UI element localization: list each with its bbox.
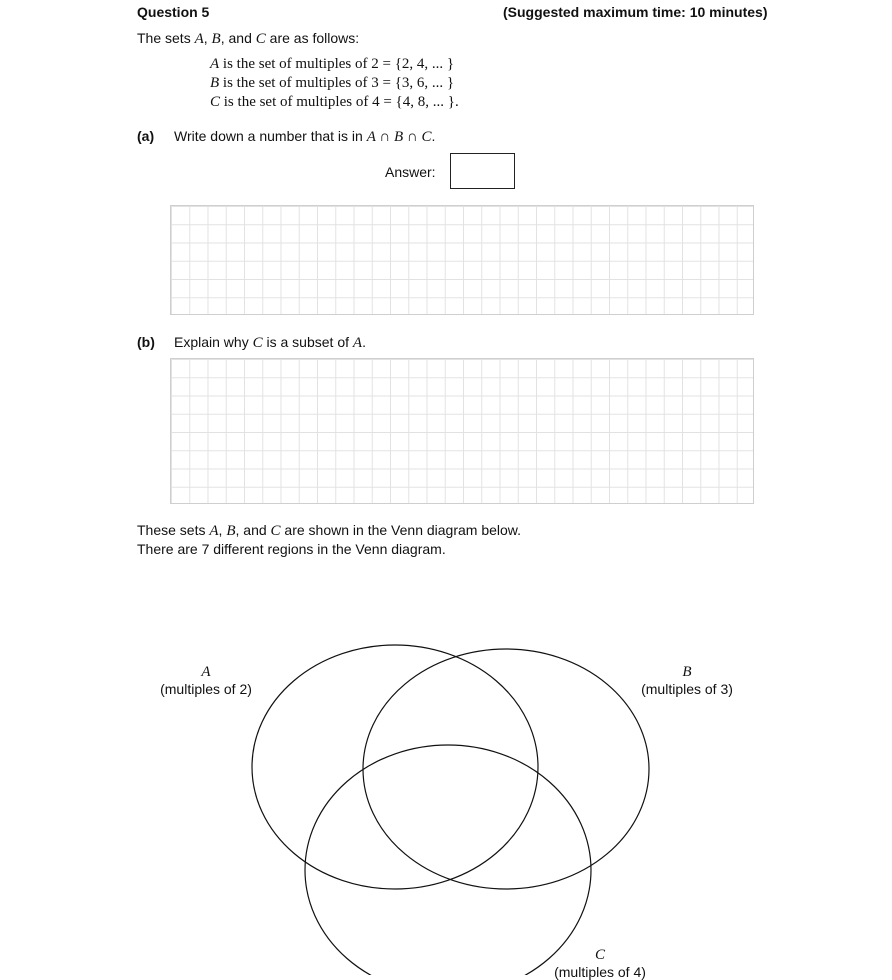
answer-label: Answer: bbox=[385, 164, 436, 180]
set-b-symbol: B bbox=[226, 523, 236, 539]
part-a-prefix: Write down a number that is in bbox=[174, 128, 367, 144]
set-definition-text: is the set of multiples of 2 = {2, 4, ... } bbox=[219, 56, 455, 72]
circle-b bbox=[363, 649, 649, 889]
set-c-symbol: C bbox=[252, 335, 263, 351]
intro-sep2: , and bbox=[220, 30, 256, 46]
question-number: Question 5 bbox=[137, 4, 210, 20]
venn-desc-b: (multiples of 3) bbox=[641, 681, 733, 697]
set-definition-letter: B bbox=[210, 75, 220, 91]
answer-box[interactable] bbox=[450, 153, 515, 189]
working-grid-b[interactable] bbox=[170, 358, 754, 504]
set-definition-text: is the set of multiples of 4 = {4, 8, ... }. bbox=[220, 94, 459, 110]
venn-intro-line1 bbox=[137, 522, 521, 540]
intro-prefix: The sets bbox=[137, 30, 195, 46]
venn-desc-c: (multiples of 4) bbox=[554, 964, 646, 980]
suggested-time: (Suggested maximum time: 10 minutes) bbox=[503, 4, 768, 20]
set-a-symbol: A bbox=[194, 31, 204, 47]
set-a-symbol: A bbox=[352, 335, 363, 351]
set-c-symbol: C bbox=[255, 31, 266, 47]
venn-letter-a: A bbox=[201, 664, 211, 680]
working-grid-a[interactable] bbox=[170, 205, 754, 315]
venn-intro-sep1: , bbox=[218, 522, 227, 538]
intro-sep1: , bbox=[203, 30, 212, 46]
venn-diagram bbox=[0, 600, 892, 975]
part-a-label: (a) bbox=[137, 128, 155, 144]
set-definition-letter: A bbox=[210, 56, 220, 72]
venn-intro-suffix: are shown in the Venn diagram below. bbox=[280, 522, 522, 538]
set-c-symbol: C bbox=[270, 523, 281, 539]
set-definition-b bbox=[210, 75, 454, 92]
set-a-symbol: A bbox=[209, 523, 219, 539]
set-definition-letter: C bbox=[210, 94, 221, 110]
part-b-prefix: Explain why bbox=[174, 334, 253, 350]
venn-letter-b: B bbox=[682, 664, 692, 680]
part-a-suffix: . bbox=[431, 128, 436, 144]
set-definition-a bbox=[210, 56, 454, 73]
set-definition-text: is the set of multiples of 3 = {3, 6, ... } bbox=[219, 75, 455, 91]
circle-c bbox=[305, 745, 591, 975]
set-b-symbol: B bbox=[211, 31, 221, 47]
part-b-suffix: . bbox=[362, 334, 366, 350]
part-a-question bbox=[174, 128, 435, 146]
venn-label-b bbox=[637, 664, 737, 697]
set-definition-c bbox=[210, 94, 459, 111]
venn-intro-prefix: These sets bbox=[137, 522, 210, 538]
intersection-expression: A ∩ B ∩ C bbox=[366, 129, 432, 145]
intro-suffix: are as follows: bbox=[265, 30, 360, 46]
venn-label-a bbox=[156, 664, 256, 697]
venn-label-c bbox=[550, 947, 650, 980]
circle-a bbox=[252, 645, 538, 889]
venn-desc-a: (multiples of 2) bbox=[160, 681, 252, 697]
venn-letter-c: C bbox=[594, 947, 605, 963]
venn-intro-line2: There are 7 different regions in the Venn diagram. bbox=[137, 541, 446, 557]
intro-text bbox=[137, 30, 359, 48]
part-b-label: (b) bbox=[137, 334, 155, 350]
venn-intro-sep2: , and bbox=[235, 522, 271, 538]
part-b-question bbox=[174, 334, 366, 352]
part-b-mid: is a subset of bbox=[262, 334, 353, 350]
